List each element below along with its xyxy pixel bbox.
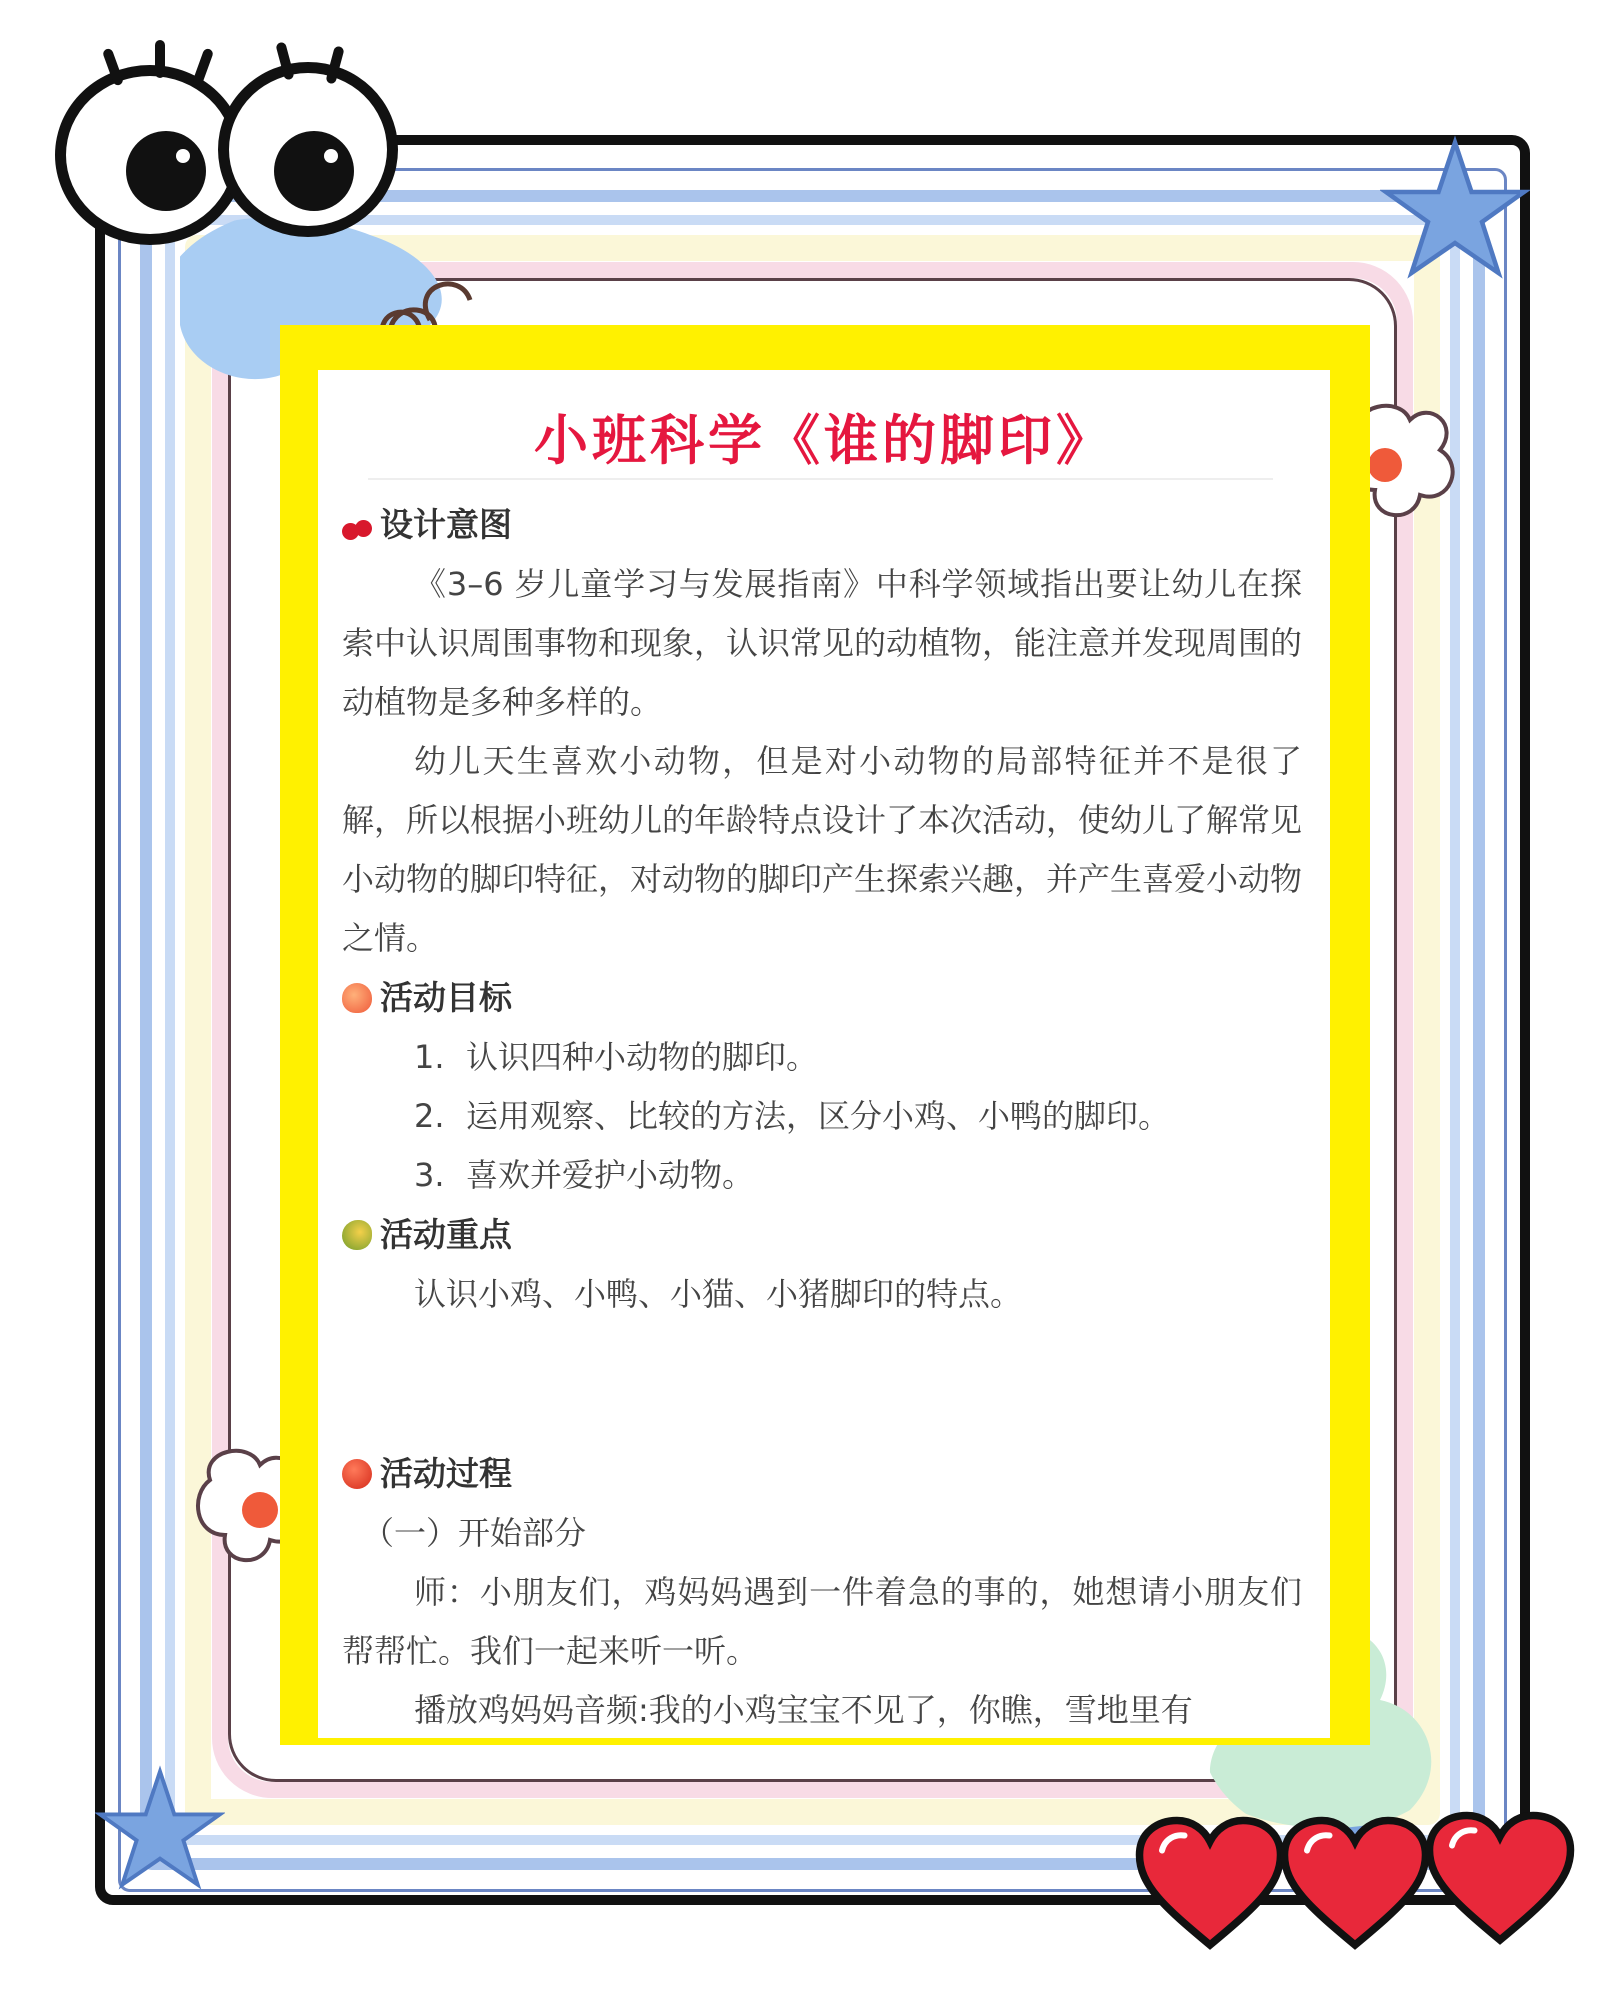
subheading: （一）开始部分 (362, 1514, 587, 1552)
mango-icon (342, 1220, 372, 1250)
peach-icon (342, 983, 372, 1013)
section-heading-goals: 活动目标 (342, 968, 1302, 1028)
paragraph: 认识小鸡、小鸭、小猫、小猪脚印的特点。 (414, 1275, 1023, 1313)
left-eye-icon (55, 65, 245, 245)
document-content (342, 495, 1302, 1738)
right-eye-icon (218, 62, 398, 237)
paragraph: 播放鸡妈妈音频:我的小鸡宝宝不见了，你瞧，雪地里有 (414, 1691, 1193, 1729)
paragraph: 幼儿天生喜欢小动物，但是对小动物的局部特征并不是很了解，所以根据小班幼儿的年龄特点设计了本次活动，使幼儿了解常见小动物的脚印特征，对动物的脚印产生探索兴趣，并产生喜爱小动物之情。 (342, 742, 1303, 957)
eyelash-icon (192, 47, 214, 86)
cherry-icon (342, 510, 372, 540)
list-item: 1. 认识四种小动物的脚印。 (414, 1038, 819, 1076)
section-heading-key-points: 活动重点 (342, 1205, 1302, 1265)
star-icon (95, 1765, 225, 1895)
paragraph: 师：小朋友们，鸡妈妈遇到一件着急的事的，她想请小朋友们帮帮忙。我们一起来听一听。 (342, 1573, 1302, 1670)
star-icon (1380, 135, 1530, 285)
eyelash-icon (155, 40, 165, 78)
section-heading-design-intent: 设计意图 (342, 495, 1302, 555)
paragraph: 《3–6 岁儿童学习与发展指南》中科学领域指出要让幼儿在探索中认识周围事物和现象，认识常见的动植物，能注意并发现周围的动植物是多种多样的。 (342, 565, 1303, 721)
document-page (318, 370, 1330, 1738)
page-title: 小班科学《谁的脚印》 (534, 409, 1114, 472)
heart-icon (1280, 1815, 1430, 1955)
list-item: 3. 喜欢并爱护小动物。 (414, 1156, 755, 1194)
heart-icon (1425, 1810, 1575, 1950)
list-item: 2. 运用观察、比较的方法，区分小鸡、小鸭的脚印。 (414, 1097, 1171, 1135)
title-divider (368, 478, 1273, 480)
section-heading-process: 活动过程 (342, 1444, 1302, 1504)
tomato-icon (342, 1459, 372, 1489)
heart-icon (1135, 1815, 1285, 1955)
